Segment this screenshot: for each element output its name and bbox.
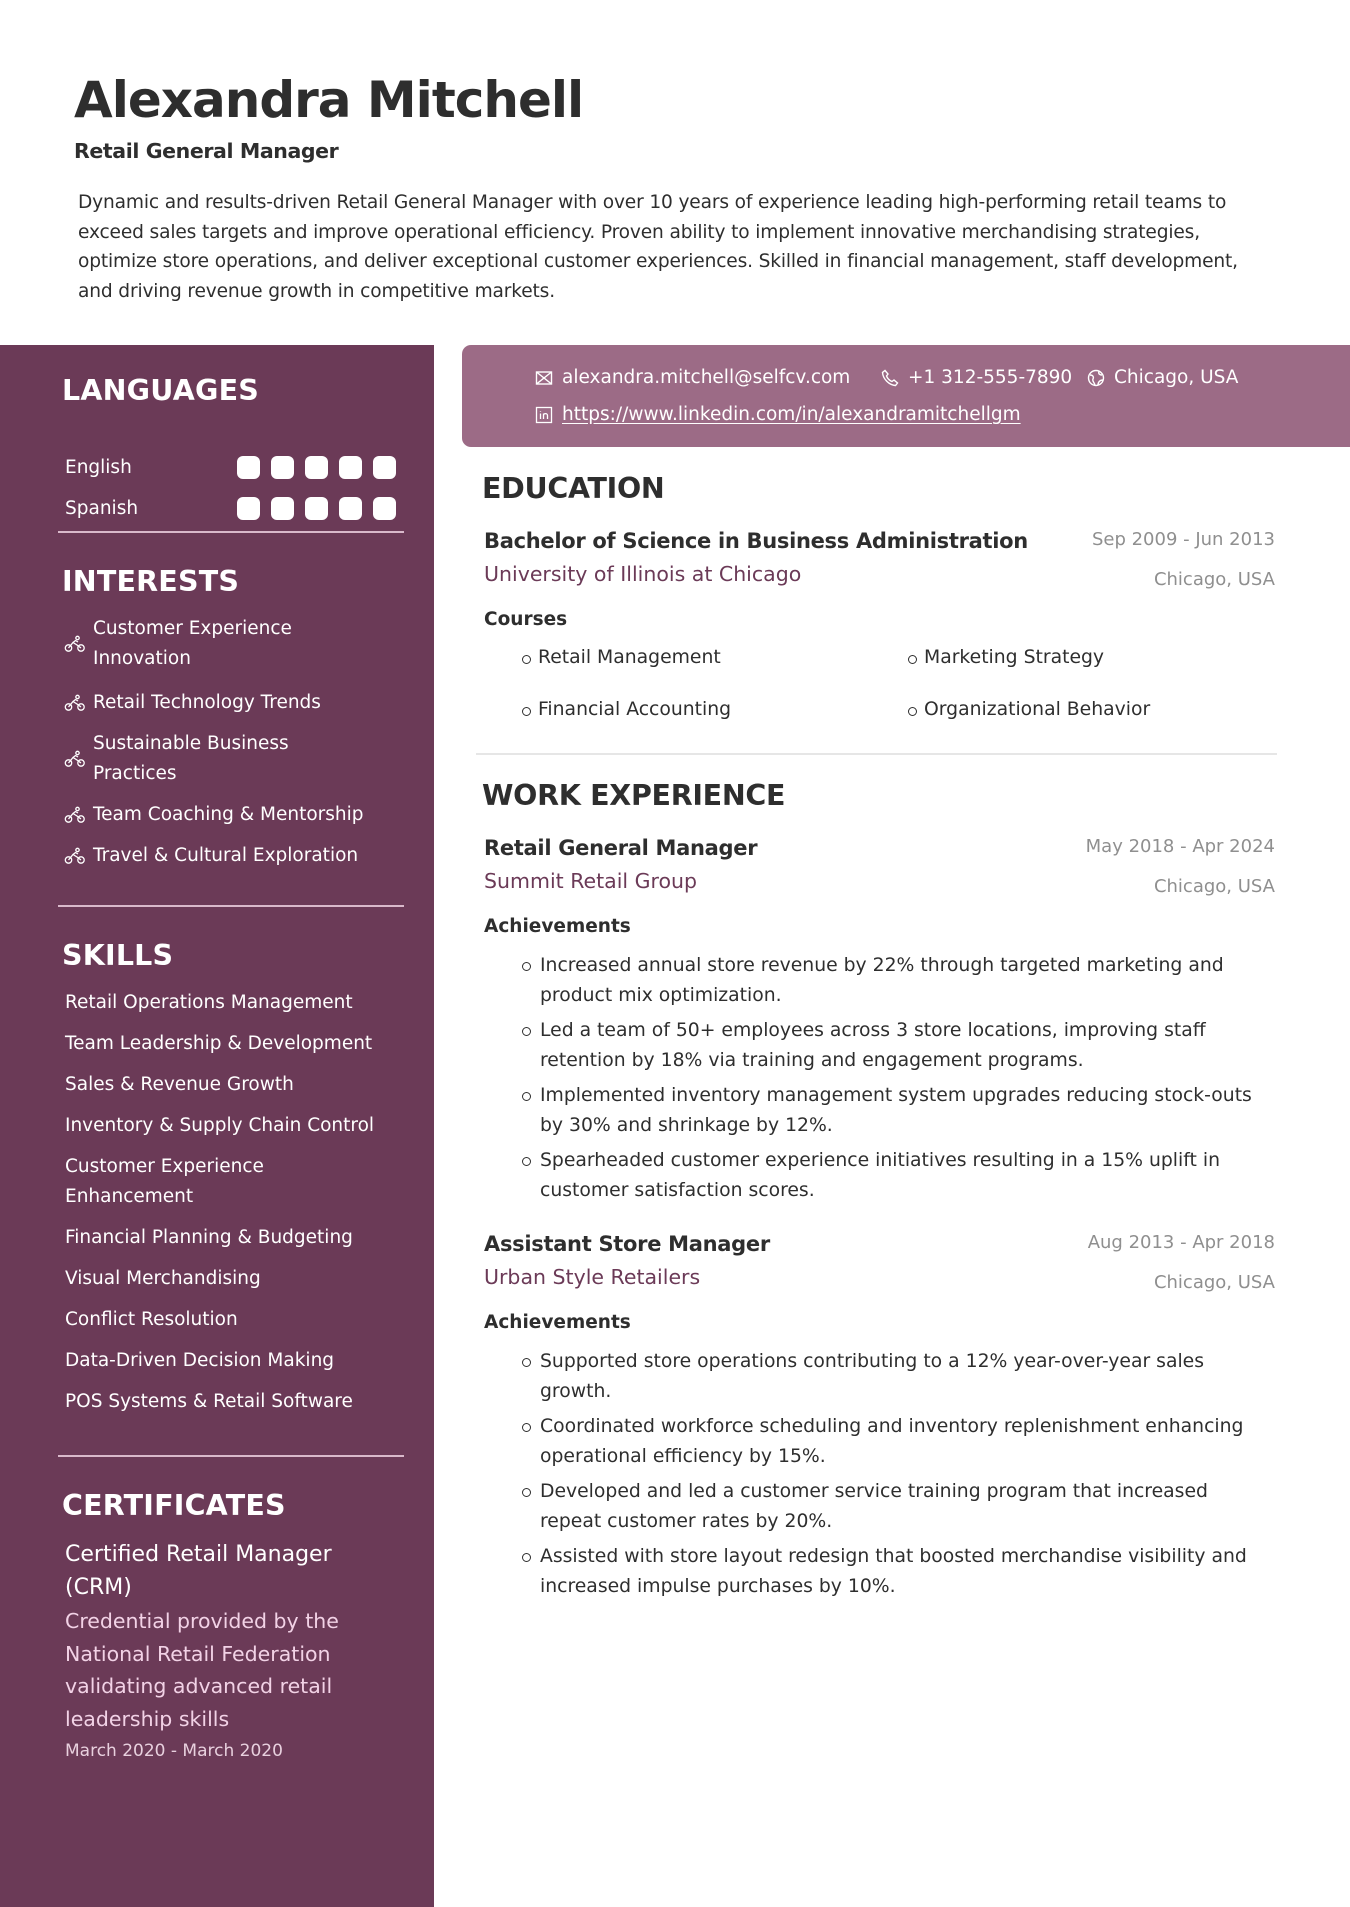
interest-label: Travel & Cultural Exploration — [93, 845, 359, 866]
skill-item: Team Leadership & Development — [65, 1033, 373, 1054]
section-divider — [476, 753, 1277, 755]
interest-label: Customer Experience Innovation — [93, 618, 292, 669]
certificate-description: Credential provided by the National Retail Federation validating advanced retail leadership skills — [65, 1609, 339, 1731]
skill-item: Retail Operations Management — [65, 992, 353, 1013]
job-title: Retail General Manager — [484, 836, 758, 860]
level-dot — [271, 456, 294, 479]
degree-title: Bachelor of Science in Business Administration — [484, 529, 1028, 553]
bullet-icon — [522, 644, 538, 672]
interest-label: Sustainable Business Practices — [93, 733, 289, 784]
school-name: University of Illinois at Chicago — [484, 562, 802, 586]
resume-header — [0, 0, 1350, 345]
cyclist-icon — [64, 847, 86, 865]
course-item: Retail Management — [522, 644, 721, 672]
interest-item — [64, 688, 404, 718]
skill-item: POS Systems & Retail Software — [65, 1391, 353, 1412]
interest-item — [64, 800, 404, 830]
level-dot — [373, 497, 396, 520]
bullet-icon — [908, 644, 924, 672]
interest-item — [64, 614, 404, 673]
achievements-label: Achievements — [484, 1312, 631, 1333]
job-title: Assistant Store Manager — [484, 1232, 770, 1256]
level-dot — [305, 456, 328, 479]
company-name: Summit Retail Group — [484, 869, 698, 893]
course-item: Organizational Behavior — [908, 696, 1150, 724]
contact-linkedin[interactable] — [535, 402, 1021, 428]
education-heading: EDUCATION — [482, 472, 665, 505]
skill-item: Financial Planning & Budgeting — [65, 1227, 353, 1248]
location-text: Chicago, USA — [1114, 367, 1239, 388]
work-experience-heading: WORK EXPERIENCE — [482, 779, 786, 812]
job-dates: Aug 2013 - Apr 2018 — [1087, 1232, 1275, 1253]
achievement-item: Implemented inventory management system upgrades reducing stock-outs by 30% and shrinkage by 12%. — [540, 1085, 1252, 1136]
achievement-item: Led a team of 50+ employees across 3 store locations, improving staff retention by 18% via training and engagement programs. — [540, 1020, 1206, 1071]
achievement-item: Assisted with store layout redesign that boosted merchandise visibility and increased impulse purchases by 10%. — [540, 1546, 1247, 1597]
level-dot — [237, 456, 260, 479]
level-dot — [339, 456, 362, 479]
candidate-name: Alexandra Mitchell — [74, 71, 584, 129]
skill-item: Data-Driven Decision Making — [65, 1350, 335, 1371]
level-dot — [237, 497, 260, 520]
course-item: Financial Accounting — [522, 696, 731, 724]
linkedin-icon — [535, 406, 553, 424]
achievement-item: Developed and led a customer service training program that increased repeat customer rates by 20%. — [540, 1481, 1208, 1532]
envelope-icon — [535, 369, 553, 387]
cyclist-icon — [64, 806, 86, 824]
cyclist-icon — [64, 635, 86, 653]
level-dot — [271, 497, 294, 520]
company-name: Urban Style Retailers — [484, 1265, 701, 1289]
language-row — [58, 453, 404, 483]
linkedin-link[interactable]: https://www.linkedin.com/in/alexandramitchellgm — [562, 404, 1021, 425]
email-text: alexandra.mitchell@selfcv.com — [562, 367, 851, 388]
courses-label: Courses — [484, 609, 568, 630]
achievement-item: Supported store operations contributing to a 12% year-over-year sales growth. — [540, 1351, 1205, 1402]
contact-phone[interactable] — [881, 365, 1072, 391]
interests-section — [58, 564, 404, 864]
level-dot — [305, 497, 328, 520]
achievements-label: Achievements — [484, 916, 631, 937]
skill-item: Customer Experience Enhancement — [65, 1156, 264, 1207]
education-location: Chicago, USA — [1153, 569, 1275, 590]
sidebar — [0, 345, 434, 1907]
education-dates: Sep 2009 - Jun 2013 — [1091, 529, 1275, 550]
interests-heading: INTERESTS — [62, 565, 240, 598]
skills-section — [58, 938, 404, 1438]
section-divider — [58, 531, 404, 533]
contact-bar — [462, 345, 1350, 447]
contact-email[interactable] — [535, 365, 850, 391]
certificates-heading: CERTIFICATES — [62, 1489, 286, 1522]
certificates-section — [58, 1488, 404, 1788]
languages-section — [58, 373, 404, 519]
bullet-icon — [522, 696, 538, 724]
skill-item: Visual Merchandising — [65, 1268, 261, 1289]
skill-item: Conflict Resolution — [65, 1309, 238, 1330]
profile-summary: Dynamic and results-driven Retail General Manager with over 10 years of experience leading high-performing retail teams to exceed sales targets and improve operational efficiency. Proven ability to implement innovative merchandising strategies, optimize store operations, and deliver exceptional customer experiences. Skilled in financial management, staff development, and driving revenue growth in competitive markets. — [78, 192, 1238, 302]
interest-label: Team Coaching & Mentorship — [93, 804, 364, 825]
level-dot — [339, 497, 362, 520]
contact-location — [1087, 365, 1238, 391]
cyclist-icon — [64, 694, 86, 712]
certificate-date: March 2020 - March 2020 — [65, 1741, 283, 1761]
phone-text: +1 312-555-7890 — [908, 367, 1073, 388]
language-name: Spanish — [65, 498, 139, 519]
certificate-title: Certified Retail Manager (CRM) — [65, 1542, 332, 1600]
achievement-item: Increased annual store revenue by 22% through targeted marketing and product mix optimization. — [540, 955, 1224, 1006]
bullet-icon — [908, 696, 924, 724]
cyclist-icon — [64, 750, 86, 768]
globe-icon — [1087, 369, 1105, 387]
phone-icon — [881, 369, 899, 387]
interest-label: Retail Technology Trends — [93, 692, 321, 713]
language-level-indicator — [237, 456, 396, 479]
achievement-item: Spearheaded customer experience initiatives resulting in a 15% uplift in customer satisfaction scores. — [540, 1150, 1220, 1201]
course-item: Marketing Strategy — [908, 644, 1104, 672]
skill-item: Sales & Revenue Growth — [65, 1074, 294, 1095]
skills-heading: SKILLS — [62, 939, 174, 972]
skill-item: Inventory & Supply Chain Control — [65, 1115, 375, 1136]
language-name: English — [65, 457, 132, 478]
section-divider — [58, 1455, 404, 1457]
language-row — [58, 494, 404, 524]
level-dot — [373, 456, 396, 479]
job-dates: May 2018 - Apr 2024 — [1085, 836, 1275, 857]
interest-item — [64, 729, 404, 788]
language-level-indicator — [237, 497, 396, 520]
section-divider — [58, 905, 404, 907]
job-location: Chicago, USA — [1153, 876, 1275, 897]
languages-heading: LANGUAGES — [62, 374, 259, 407]
achievement-item: Coordinated workforce scheduling and inventory replenishment enhancing operational efficiency by 15%. — [540, 1416, 1244, 1467]
candidate-title: Retail General Manager — [74, 139, 339, 163]
job-location: Chicago, USA — [1153, 1272, 1275, 1293]
interest-item — [64, 841, 404, 871]
